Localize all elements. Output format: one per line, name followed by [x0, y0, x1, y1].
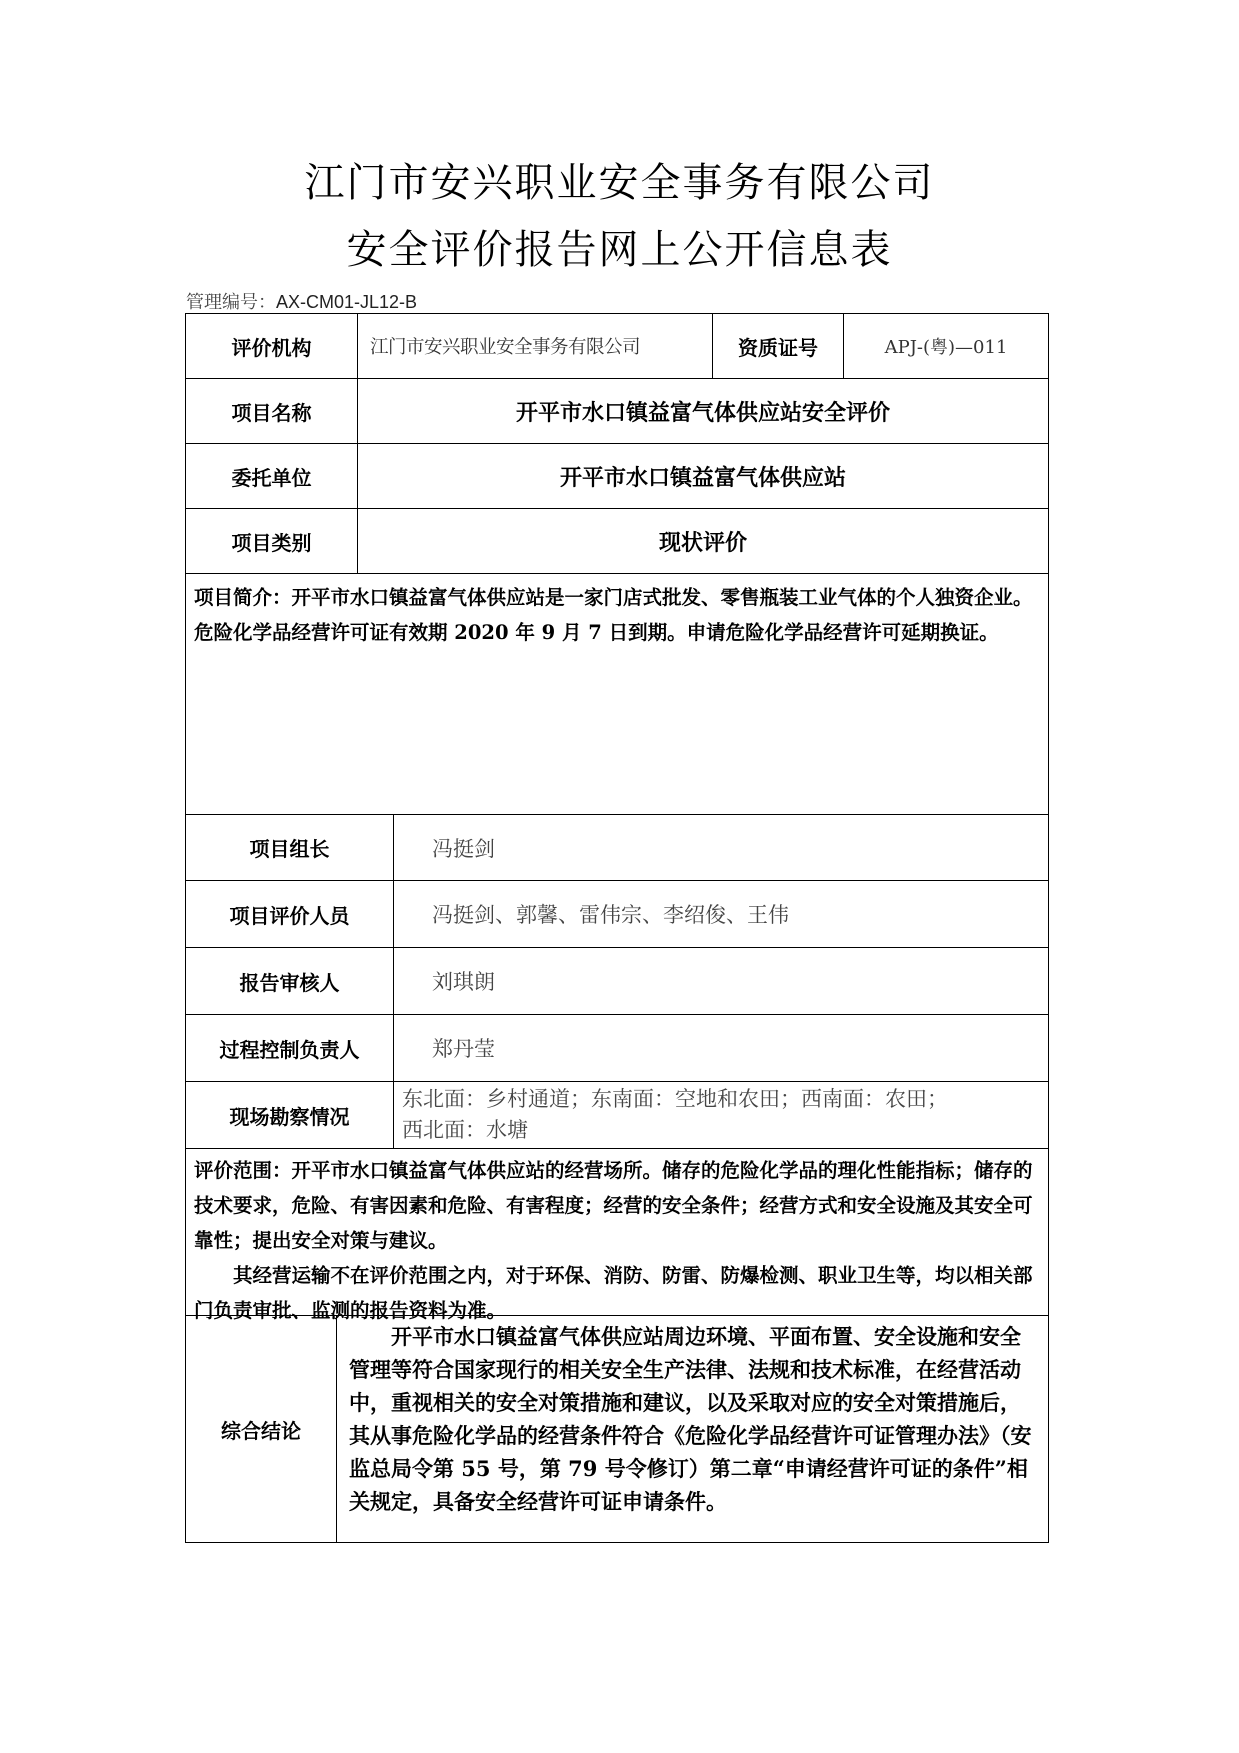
info-table [185, 313, 1049, 1543]
survey-label: 现场勘察情况 [186, 1082, 394, 1148]
row-survey [186, 1082, 1048, 1149]
client-value: 开平市水口镇益富气体供应站 [559, 464, 846, 491]
org-value: 江门市安兴职业安全事务有限公司 [358, 314, 713, 378]
scope-paragraph-1: 评价范围：开平市水口镇益富气体供应站的经营场所。储存的危险化学品的理化性能指标；储存的技术要求，危险、有害因素和危险、有害程度；经营的安全条件；经营方式和安全设施及其安全可靠性；提出安全对策与建议。 [194, 1159, 1033, 1252]
org-label: 评价机构 [186, 314, 358, 378]
conclusion-value [337, 1316, 1048, 1542]
cert-value: APJ-(粤)—011 [884, 337, 1008, 358]
row-scope [186, 1149, 1048, 1322]
survey-line-1: 东北面：乡村通道；东南面：空地和农田；西南面：农田； [402, 1087, 948, 1111]
evaluation-scope [186, 1149, 1048, 1322]
row-org [186, 314, 1048, 379]
leader-value: 冯挺剑 [432, 836, 495, 861]
row-intro [186, 574, 1048, 815]
leader-label: 项目组长 [186, 815, 394, 880]
project-intro-text: 项目简介：开平市水口镇益富气体供应站是一家门店式批发、零售瓶装工业气体的个人独资企业。危险化学品经营许可证有效期 2020 年 9 月 7 日到期。申请危险化学品经营许可延期换证。 [194, 586, 1033, 644]
row-reviewer [186, 948, 1048, 1015]
category-label: 项目类别 [186, 509, 358, 573]
document-subtitle: 安全评价报告网上公开信息表 [346, 227, 893, 273]
cert-label: 资质证号 [713, 314, 844, 378]
management-number-value: AX-CM01-JL12-B [276, 292, 418, 312]
row-process [186, 1015, 1048, 1082]
project-name-value: 开平市水口镇益富气体供应站安全评价 [515, 399, 890, 426]
management-number-label: 管理编号： [186, 292, 276, 312]
process-label: 过程控制负责人 [186, 1015, 394, 1081]
management-number [186, 288, 417, 314]
row-conclusion [186, 1316, 1048, 1542]
row-project-name [186, 379, 1048, 444]
reviewer-label: 报告审核人 [186, 948, 394, 1014]
row-category [186, 509, 1048, 574]
evaluators-value: 冯挺剑、郭馨、雷伟宗、李绍俊、王伟 [432, 903, 789, 927]
client-label: 委托单位 [186, 444, 358, 508]
document-title: 江门市安兴职业安全事务有限公司 [304, 160, 935, 206]
category-value: 现状评价 [658, 529, 747, 556]
survey-value [394, 1082, 1048, 1148]
reviewer-value: 刘琪朗 [432, 970, 495, 994]
survey-line-2: 西北面：水塘 [402, 1118, 528, 1142]
scope-paragraph-2: 其经营运输不在评价范围之内，对于环保、消防、防雷、防爆检测、职业卫生等，均以相关部门负责审批、监测的报告资料为准。 [194, 1264, 1033, 1322]
conclusion-text: 开平市水口镇益富气体供应站周边环境、平面布置、安全设施和安全管理等符合国家现行的相关安全生产法律、法规和技术标准，在经营活动中，重视相关的安全对策措施和建议，以及采取对应的安全对策措施后，其从事危险化学品的经营条件符合《危险化学品经营许可证管理办法》（安监总局令第 55 号，第 79 号令修订）第二章“申请经营许可证的条件”相关规定，具备安全经营许可证申请条件。 [349, 1324, 1032, 1514]
project-name-label: 项目名称 [186, 379, 358, 443]
row-leader [186, 815, 1048, 881]
row-evaluators [186, 881, 1048, 948]
project-intro [186, 574, 1048, 814]
conclusion-label: 综合结论 [186, 1316, 337, 1542]
evaluators-label: 项目评价人员 [186, 881, 394, 947]
process-value: 郑丹莹 [432, 1037, 495, 1061]
row-client [186, 444, 1048, 509]
